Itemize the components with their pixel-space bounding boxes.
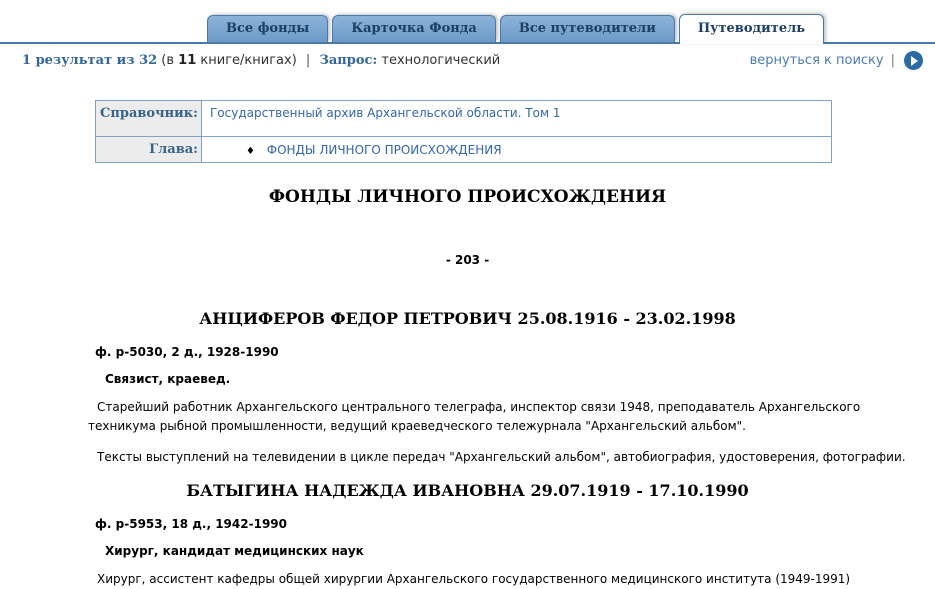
results-summary bbox=[22, 53, 500, 68]
diamond-bullet-icon: ♦ bbox=[245, 145, 255, 157]
entry-heading: АНЦИФЕРОВ ФЕДОР ПЕТРОВИЧ 25.08.1916 - 23.02.1998 bbox=[199, 309, 736, 328]
query-label: Запрос: bbox=[319, 53, 378, 68]
tab-fund-card[interactable]: Карточка Фонда bbox=[332, 15, 496, 42]
results-count: 1 результат из 32 bbox=[22, 53, 158, 68]
fund-number-line: ф. р-5030, 2 д., 1928-1990 bbox=[95, 345, 279, 359]
fund-number-line: ф. р-5953, 18 д., 1942-1990 bbox=[95, 517, 287, 531]
chapter-label: Глава: bbox=[96, 137, 202, 163]
document-content bbox=[0, 163, 935, 589]
results-bar bbox=[0, 44, 935, 76]
entry-heading: БАТЫГИНА НАДЕЖДА ИВАНОВНА 29.07.1919 - 17.10.1990 bbox=[186, 481, 749, 500]
document-title: ФОНДЫ ЛИЧНОГО ПРОИСХОЖДЕНИЯ bbox=[268, 187, 667, 207]
occupation-line: Связист, краевед. bbox=[105, 372, 231, 386]
in-books-prefix: (в bbox=[161, 53, 175, 68]
entry-paragraph: Старейший работник Архангельского центрального телеграфа, инспектор связи 1948, преподаватель Архангельского техникума рыбной промышленности, ведущий краеведческого тележурнала "Архангельский альбом". bbox=[88, 400, 861, 433]
fund-entry bbox=[0, 309, 935, 467]
query-value: технологический bbox=[381, 53, 501, 68]
table-row-chapter bbox=[96, 137, 832, 163]
chapter-link[interactable]: ФОНДЫ ЛИЧНОГО ПРОИСХОЖДЕНИЯ bbox=[266, 142, 502, 157]
reference-value-cell bbox=[201, 101, 831, 137]
tab-all-funds[interactable]: Все фонды bbox=[207, 15, 328, 42]
tab-guide-active[interactable]: Путеводитель bbox=[679, 14, 824, 44]
books-count: 11 bbox=[178, 53, 197, 68]
back-separator: | bbox=[890, 53, 895, 68]
page-number: - 203 - bbox=[445, 253, 490, 267]
entry-paragraph: Тексты выступлений на телевидении в цикле передач "Архангельский альбом", автобиография, удостоверения, фотографии. bbox=[97, 450, 906, 464]
in-books-suffix: книге/книгах) bbox=[200, 53, 297, 68]
reference-table bbox=[95, 100, 832, 163]
results-actions bbox=[750, 51, 923, 70]
tab-bar bbox=[0, 0, 935, 44]
next-result-button[interactable] bbox=[904, 51, 923, 70]
back-to-search-link[interactable]: вернуться к поиску bbox=[749, 53, 884, 68]
occupation-line: Хирург, кандидат медицинских наук bbox=[105, 544, 364, 558]
tab-all-guides[interactable]: Все путеводители bbox=[500, 15, 675, 42]
table-row-reference bbox=[96, 101, 832, 137]
entry-paragraph: Хирург, ассистент кафедры общей хирургии Архангельского государственного медицинского института (1949-1991) bbox=[97, 572, 851, 586]
chapter-value-cell bbox=[201, 137, 831, 163]
reference-book-link[interactable]: Государственный архив Архангельской области. Том 1 bbox=[209, 106, 561, 120]
fund-entry bbox=[0, 481, 935, 589]
next-arrow-icon bbox=[911, 56, 918, 66]
results-separator: | bbox=[305, 53, 311, 68]
reference-label: Справочник: bbox=[96, 101, 202, 137]
